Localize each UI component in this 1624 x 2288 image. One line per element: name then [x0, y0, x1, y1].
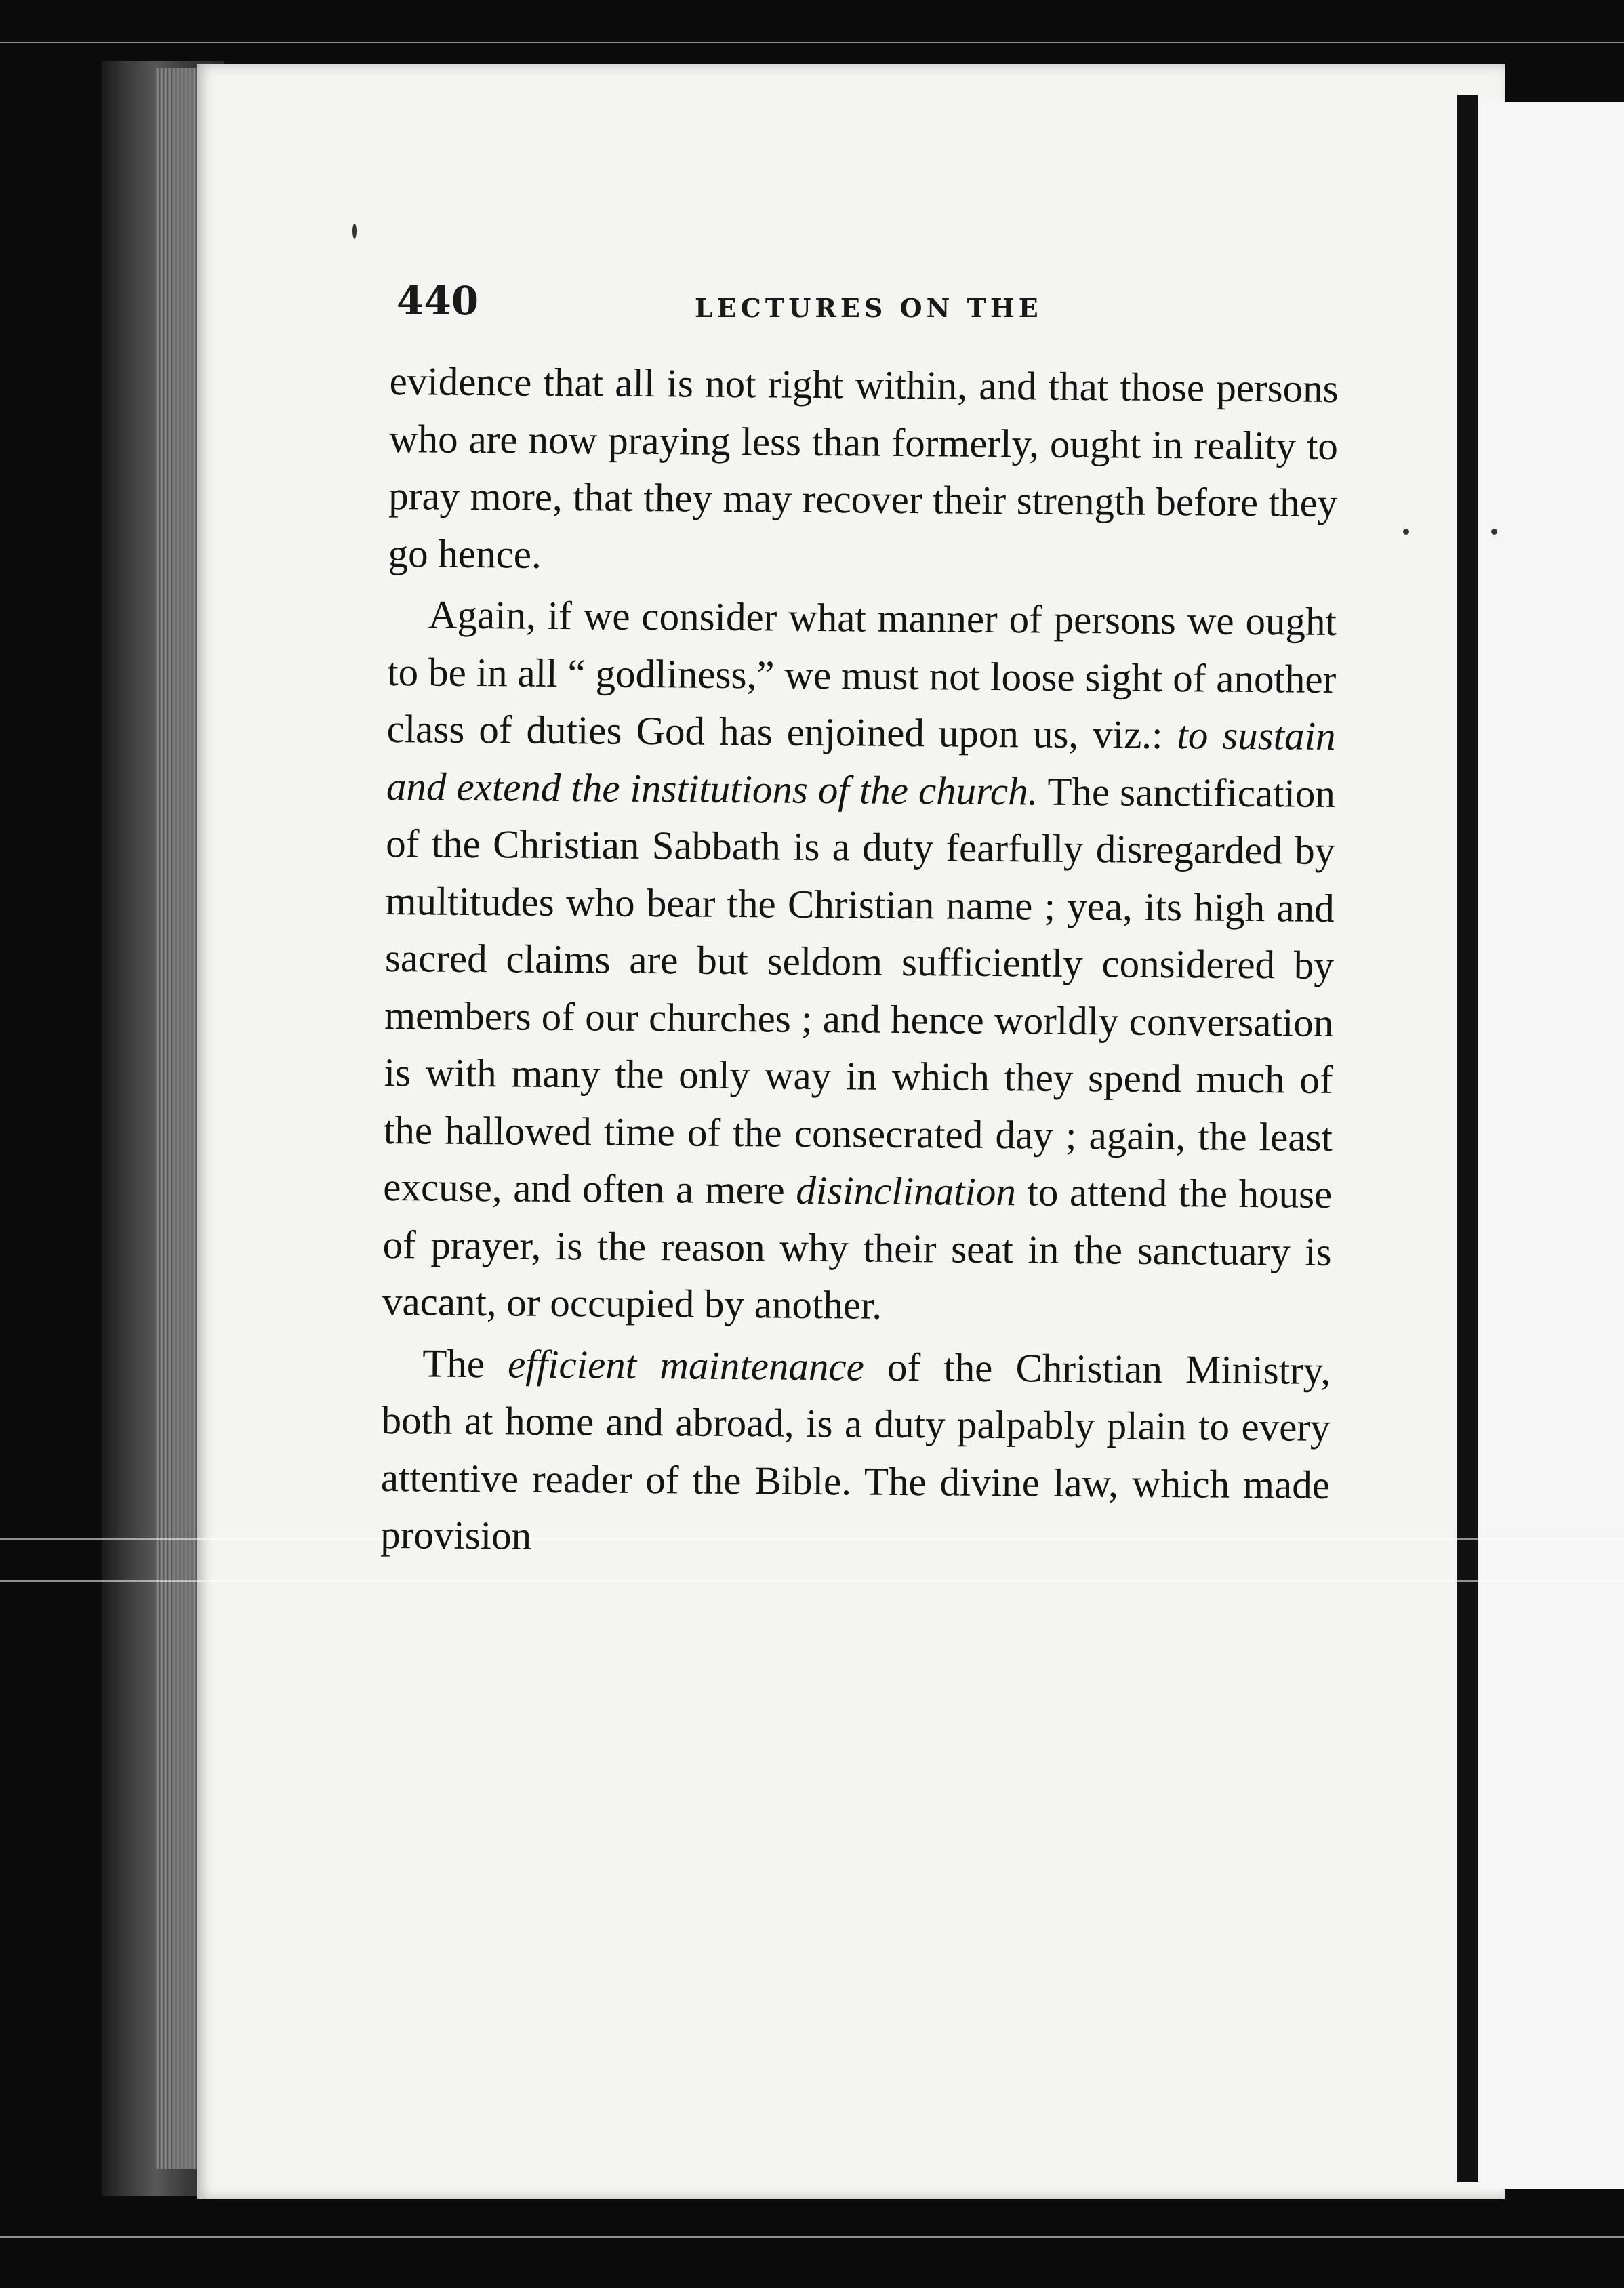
- body-text: [380, 352, 1339, 1570]
- running-head: LECTURES ON THE: [695, 293, 1042, 323]
- paragraph-2-text-a: Again, if we consider what manner of persons we ought to be in all “ godliness,” we must not loose sight of another class of duties God has enjoined upon us, viz.:: [386, 592, 1337, 758]
- scan-artifact-line: [0, 2236, 1624, 2238]
- scan-artifact-line: [0, 42, 1624, 43]
- paragraph-3-text-a: The: [422, 1340, 508, 1386]
- dust-speck: [1491, 529, 1497, 535]
- dust-speck: [1403, 529, 1409, 535]
- paragraph-2-italic-2: disinclination: [796, 1167, 1017, 1214]
- paragraph-2-text-b: The sanctification of the Christian Sabbath is a duty fearfully disregarded by multitudes who bear the Christian name ; yea, its high and sacred claims are but seldom sufficiently considered by members of our churches ; and hence worldly conversation is with many the only way in which they spend much of the hallowed time of the consecrated day ; again, the least excuse, and often a mere: [383, 769, 1336, 1212]
- page-number: 440: [397, 278, 479, 324]
- paragraph-3-italic: efficient maintenance: [507, 1341, 865, 1389]
- paragraph-3-text-b: of the Christian Ministry, both at home and abroad, is a duty palpably plain to every attentive reader of the Bible. The divine law, which made provision: [380, 1344, 1331, 1558]
- scan-artifact-line: [0, 1580, 1624, 1582]
- dust-speck: [352, 224, 357, 239]
- page-gutter-shadow: [1457, 95, 1478, 2182]
- page-header: [397, 278, 1345, 339]
- paragraph-3: [380, 1334, 1331, 1570]
- paragraph-2: [382, 586, 1337, 1337]
- page-stack-edge: [156, 68, 197, 2169]
- paragraph-2-italic: to sustain and extend the institutions of the church.: [386, 712, 1336, 814]
- paragraph-1: evidence that all is not right within, and that those persons who are now praying less than formerly, ought in reality to pray more, that they may recover their strength before they go hence.: [388, 358, 1339, 577]
- paragraph-2-text-c: to attend the house of prayer, is the reason why their seat in the sanctuary is vacant, or occupied by another.: [382, 1169, 1333, 1328]
- adjacent-page-sliver: [1481, 102, 1624, 2189]
